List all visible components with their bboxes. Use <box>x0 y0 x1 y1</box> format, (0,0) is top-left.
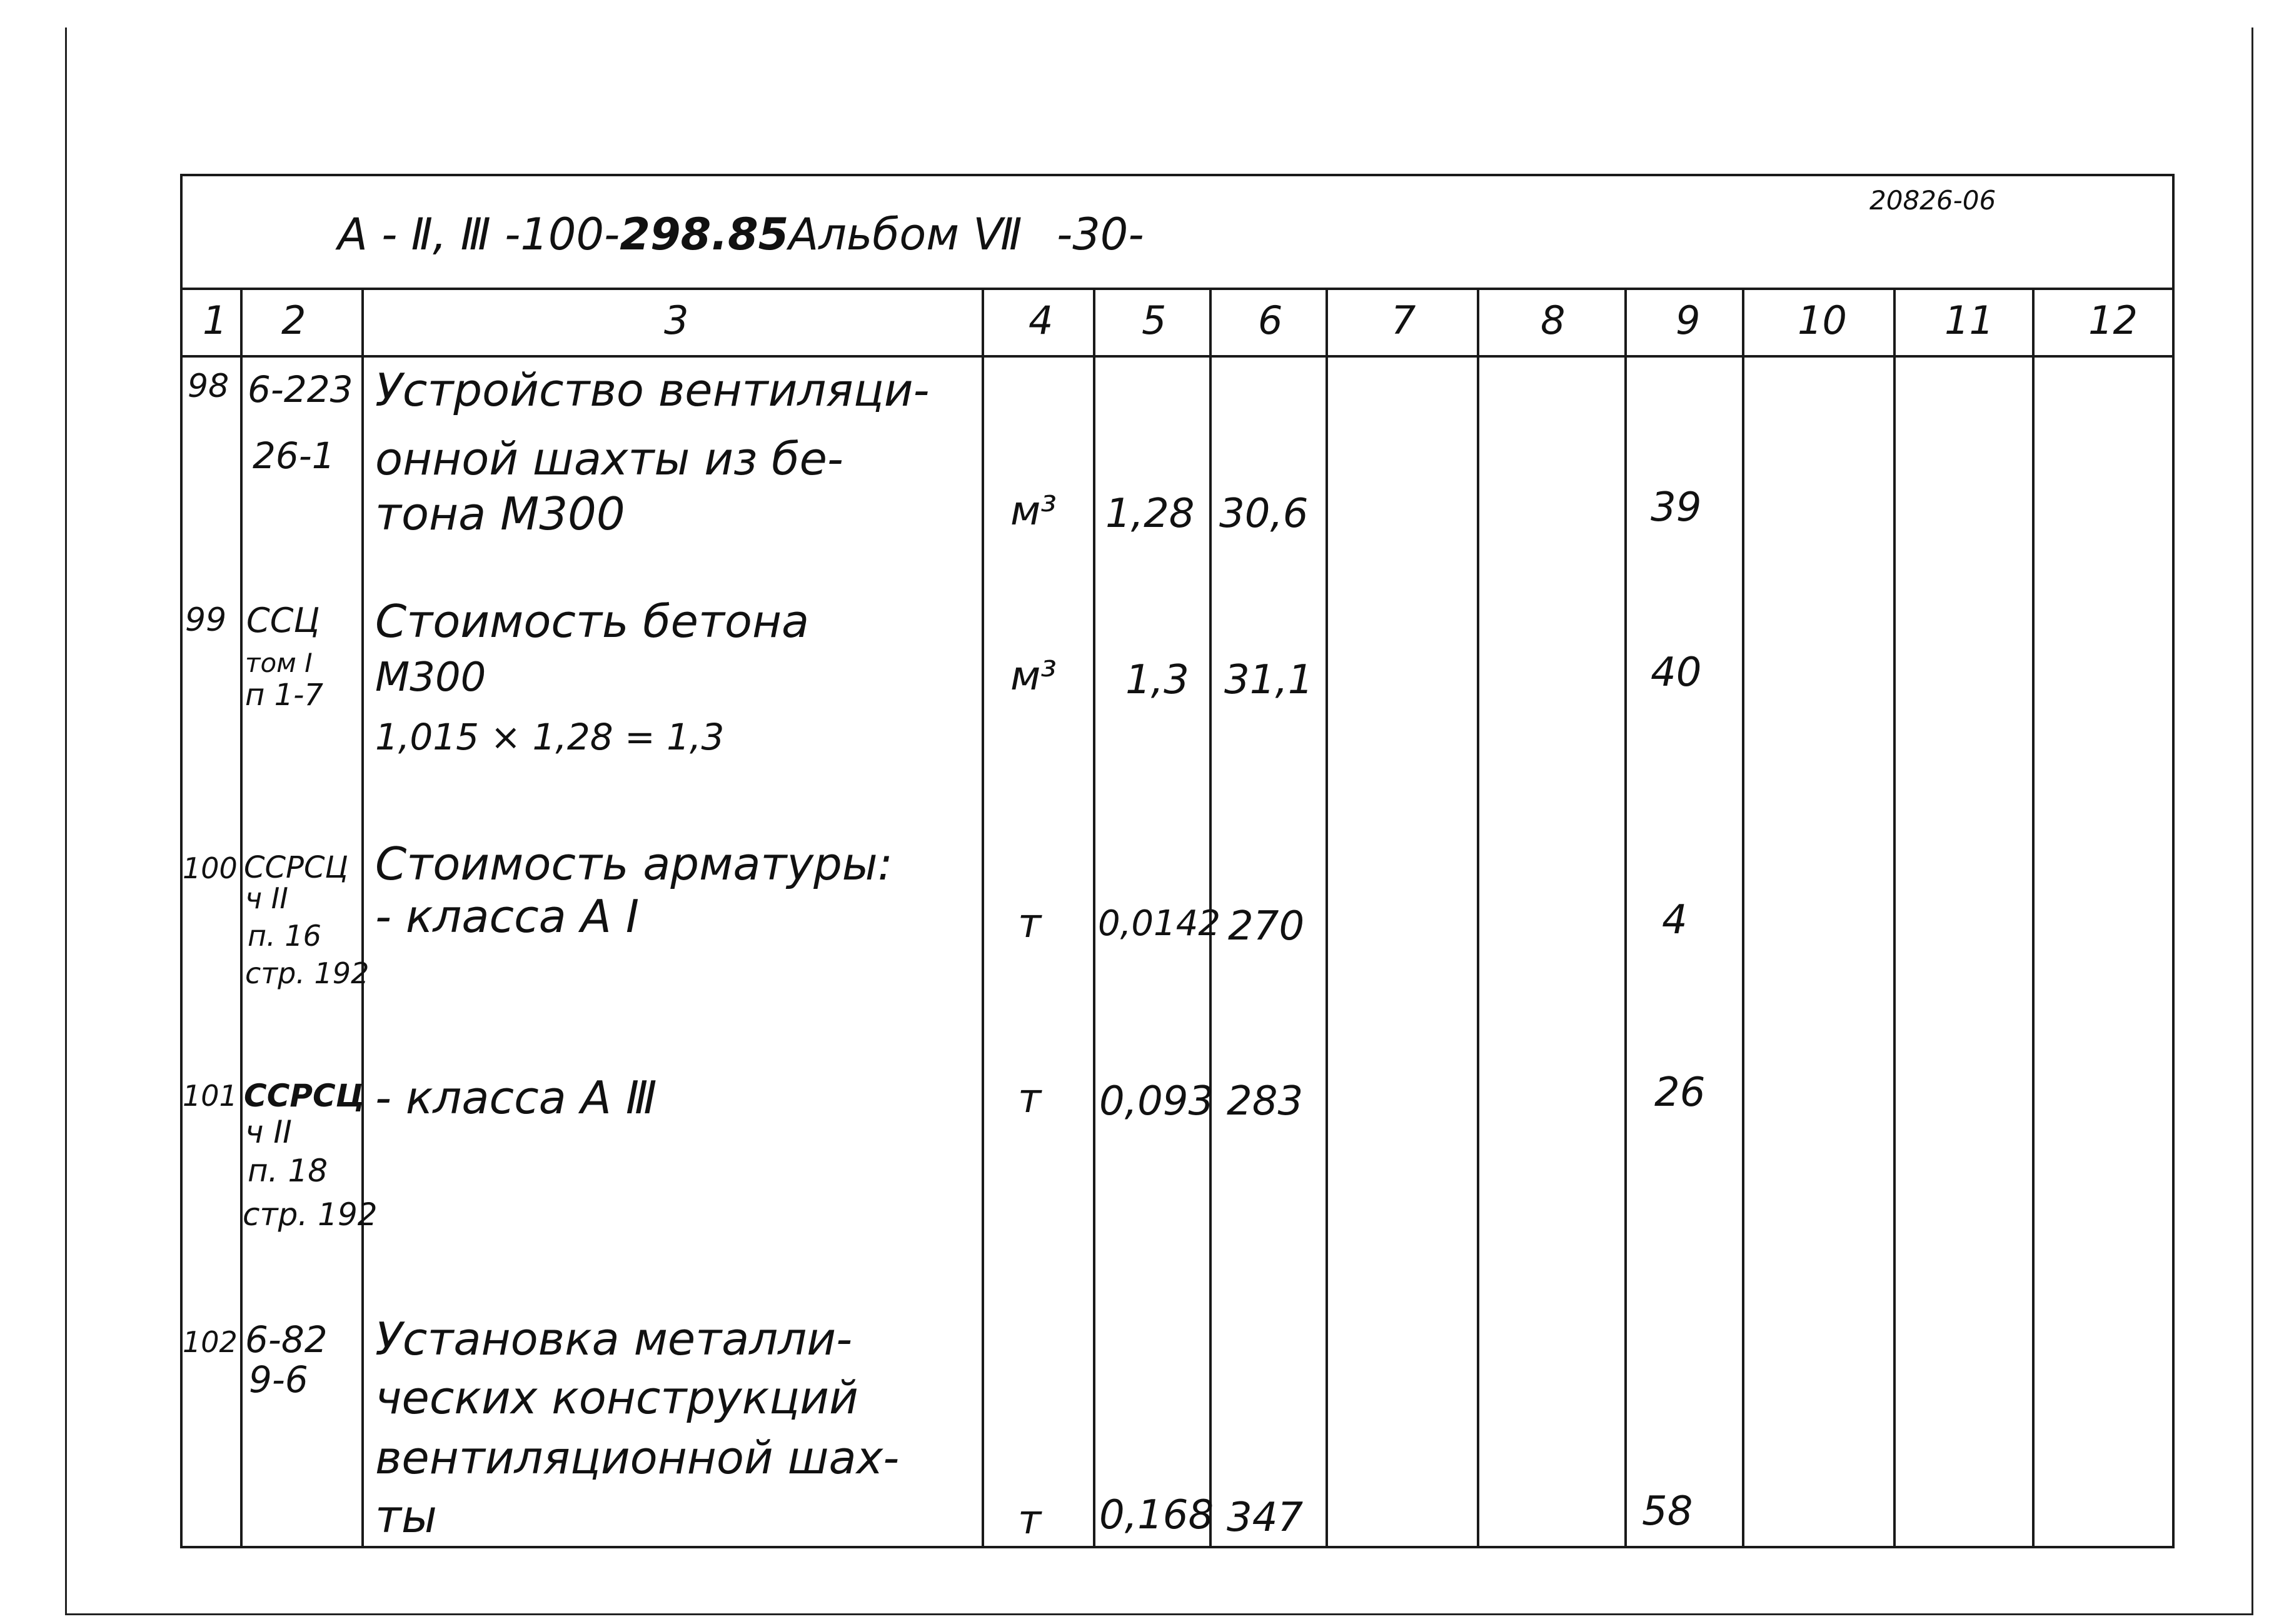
col-number-9: 9 <box>1676 298 1701 343</box>
row-total: 58 <box>1642 1488 1693 1535</box>
row-description-line: ческих конструкций <box>375 1371 858 1424</box>
row-unit: м³ <box>1010 653 1057 699</box>
row-number: 100 <box>183 851 238 885</box>
row-code-line: п 1-7 <box>245 678 324 713</box>
col-number-7: 7 <box>1391 298 1416 343</box>
row-description-line: вентиляционной шах- <box>375 1431 900 1484</box>
row-unit: т <box>1018 1076 1042 1122</box>
row-unit-price: 347 <box>1227 1495 1304 1541</box>
row-code-line: ч II <box>245 1114 292 1150</box>
row-code-line: ССРСЦ <box>244 1078 365 1114</box>
row-code-line: ССЦ <box>246 601 320 640</box>
col-number-10: 10 <box>1798 298 1847 343</box>
row-code-line: ч II <box>245 881 288 915</box>
row-number: 102 <box>183 1325 238 1359</box>
row-code-line: 6-82 <box>245 1318 328 1361</box>
row-unit: м³ <box>1010 488 1057 534</box>
row-description-line: ты <box>375 1490 437 1543</box>
row-description-line: онной шахты из бе- <box>375 433 843 485</box>
row-code-line: ССРСЦ <box>244 850 348 885</box>
row-number: 101 <box>183 1079 238 1113</box>
row-total: 39 <box>1651 484 1702 531</box>
row-quantity: 0,093 <box>1099 1078 1214 1125</box>
row-quantity: 1,28 <box>1105 491 1195 537</box>
row-number: 99 <box>185 601 227 639</box>
row-code-line: стр. 192 <box>245 956 370 990</box>
col-number-12: 12 <box>2088 298 2138 343</box>
col-number-11: 11 <box>1944 298 1994 343</box>
row-description-line: Установка металли- <box>375 1313 853 1365</box>
row-unit-price: 270 <box>1228 903 1305 950</box>
page-number: -30- <box>1057 209 1144 260</box>
row-total: 4 <box>1662 897 1688 943</box>
row-total: 26 <box>1654 1070 1706 1116</box>
row-quantity: 0,168 <box>1099 1492 1214 1538</box>
title-album: Альбом Ⅶ <box>788 209 1022 260</box>
col-number-4: 4 <box>1029 298 1054 343</box>
row-code-line: 6-223 <box>248 368 353 411</box>
col-number-6: 6 <box>1258 298 1283 343</box>
row-unit: т <box>1018 901 1042 947</box>
row-description-line: Устройство вентиляци- <box>375 364 930 416</box>
title-bold-number: 298.85 <box>620 209 789 260</box>
row-number: 98 <box>188 368 229 405</box>
row-description-line: 1,015 × 1,28 = 1,3 <box>375 716 725 758</box>
col-number-2: 2 <box>281 298 306 343</box>
row-unit-price: 31,1 <box>1224 657 1314 703</box>
col-number-1: 1 <box>203 298 228 343</box>
row-description-line: М300 <box>375 654 486 701</box>
row-code-line: стр. 192 <box>243 1196 378 1233</box>
row-code-line: том I <box>245 648 313 678</box>
row-unit-price: 30,6 <box>1219 491 1309 537</box>
col-number-8: 8 <box>1541 298 1566 343</box>
col-number-5: 5 <box>1142 298 1167 343</box>
row-unit-price: 283 <box>1227 1078 1304 1125</box>
document-title <box>338 209 1022 260</box>
row-description-line: Стоимость арматуры: <box>375 838 893 890</box>
row-description-line: тона М300 <box>375 488 625 540</box>
row-code-line: 9-6 <box>249 1358 308 1401</box>
row-total: 40 <box>1651 649 1702 696</box>
row-quantity: 0,0142 <box>1098 903 1220 944</box>
row-quantity: 1,3 <box>1125 657 1189 703</box>
row-code-line: п. 18 <box>248 1153 328 1189</box>
row-unit: т <box>1018 1497 1042 1543</box>
row-code-line: 26-1 <box>253 434 335 477</box>
row-description-line: - класса А I <box>375 890 640 943</box>
title-prefix: А - Ⅱ, Ⅲ -100- <box>338 209 620 260</box>
document-stamp: 20826-06 <box>1869 185 1996 216</box>
row-description-line: - класса А Ⅲ <box>375 1071 657 1124</box>
row-code-line: п. 16 <box>248 919 321 953</box>
row-description-line: Стоимость бетона <box>375 595 810 648</box>
col-number-3: 3 <box>664 298 689 343</box>
